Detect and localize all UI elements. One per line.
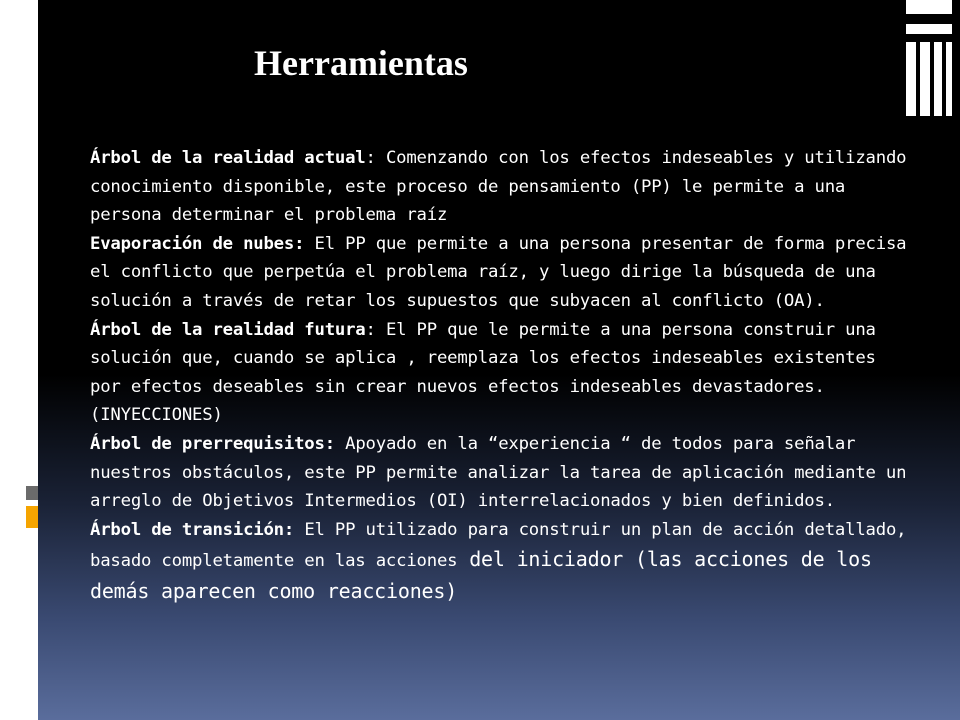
term-label: Árbol de transición: — [90, 519, 295, 540]
paragraph-arbol-prerrequisitos — [90, 430, 910, 516]
definition-text: El PP que le permite a una persona construir una solución que, cuando se aplica , reemplaza los efectos indeseables existentes por efectos deseables sin crear nuevos efectos indeseables devastadores. (INYECCIONES) — [90, 319, 876, 426]
paragraph-arbol-transicion — [90, 516, 910, 608]
term-separator: : — [365, 319, 386, 340]
paragraph-arbol-realidad-actual — [90, 144, 910, 230]
definition-text: Comenzando con los efectos indeseables y utilizando conocimiento disponible, este proceso de pensamiento (PP) le permite a una persona determinar el problema raíz — [90, 148, 907, 226]
term-separator — [294, 520, 304, 540]
term-separator: : — [365, 148, 386, 168]
definition-text: El PP utilizado para construir un plan de acción detallado, basado completamente en las acciones — [90, 519, 907, 572]
term-label: Evaporación de nubes: — [90, 233, 305, 254]
term-label: Árbol de prerrequisitos: — [90, 433, 335, 454]
term-separator — [335, 434, 345, 454]
definition-text: Apoyado en la “experiencia “ de todos para señalar nuestros obstáculos, este PP permite analizar la tarea de aplicación mediante un arreglo de Objetivos Intermedios (OI) interrelacionados y bien definidos. — [90, 433, 907, 512]
term-label: Árbol de la realidad actual — [90, 148, 366, 168]
paragraph-evaporacion-nubes — [90, 230, 910, 316]
accent-bar-orange — [26, 506, 38, 528]
striped-grid-logo-icon — [904, 0, 954, 118]
accent-bar-white-lower — [26, 534, 38, 720]
slide-title: Herramientas — [254, 43, 468, 83]
term-label: Árbol de la realidad futura — [90, 319, 366, 340]
accent-bar-white — [26, 468, 38, 478]
term-separator — [304, 234, 314, 254]
slide-body-text — [90, 144, 910, 608]
accent-bar-gray — [26, 486, 38, 500]
paragraph-arbol-realidad-futura — [90, 316, 910, 430]
definition-text-large: del iniciador (las acciones de los demás aparecen como reacciones) — [90, 547, 872, 603]
definition-text: El PP que permite a una persona presentar de forma precisa el conflicto que perpetúa el problema raíz, y luego dirige la búsqueda de una solución a través de retar los supuestos que subyacen al conflicto (OA). — [90, 233, 907, 311]
